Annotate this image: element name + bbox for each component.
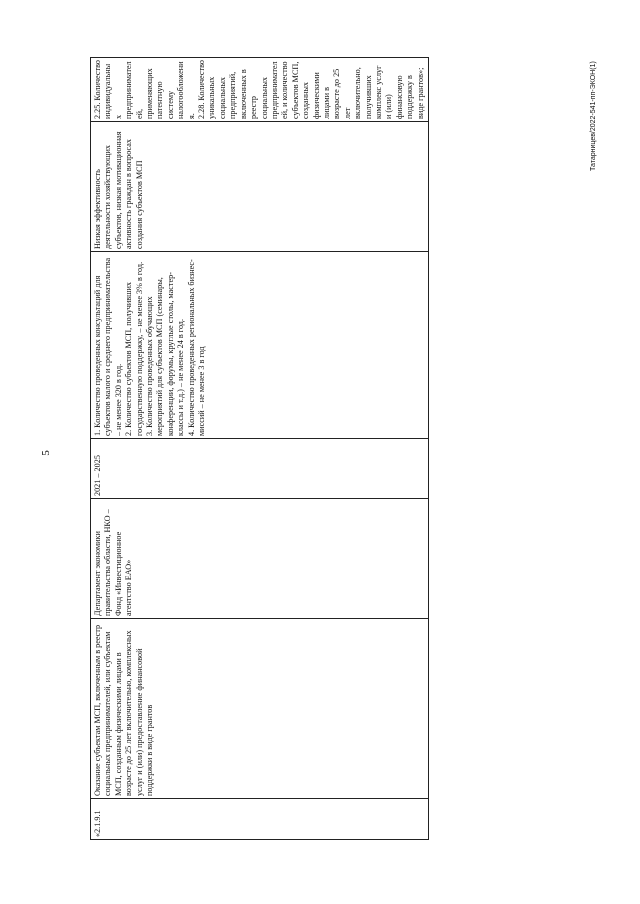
table-row [91,58,429,840]
measure-name: Оказание субъектам МСП, включенным в реестр социальных предпринимателей, или субъектам МСП, созданным физическими лицами в возрасте до 25 лет включительно, комплексных услуг и (или) предоставление финансовой поддержки в виде грантов [93,624,155,796]
program-table-container [90,58,425,840]
executor: Департамент экономики правительства области, НКО – Фонд «Инвестиционное агентство ЕАО» [93,509,134,616]
indicators: 2.25. Количество индивидуальных предпринимателей, применяющих патентную систему налогообложения. 2.28. Количество уникальных социальных предприятий, включенных в реестр социальных предпринимателей, и количество субъектов МСП, созданных физическими лицами в возрасте до 25 лет включительно, получивших комплекс услуг и (или) финансовую поддержку в виде грантов»; [93,60,425,119]
problems: Низкая эффективность деятельности хозяйствующих субъектов, низкая мотивационная активность граждан в вопросах создания субъектов МСП [93,131,144,249]
measure-name-cell [91,619,429,799]
problems-cell [91,122,429,252]
indicators-cell [91,58,429,122]
document-id-text: Татарницев/2022-541-пп-ЭКОН(1) [590,61,597,171]
measure-code-cell [91,799,429,840]
measure-code: «2.1.9.1 [93,810,102,837]
page-number: 5 [39,450,52,456]
executor-cell [91,499,429,619]
period: 2021 – 2025 [93,455,102,496]
expected-results: 1. Количество проведенных консультаций для субъектов малого и среднего предпринимательства – не менее 320 в год. 2. Количество субъектов МСП, получивших государственную поддержку, – не менее 3% в год. 3. Количество проведенных обучающих мероприятий для субъектов МСП (семинары, конференции, форумы, круглые столы, мастер-классы и т.д.) – не менее 24 в год. 4. Количество проведенных региональных бизнес-миссий – не менее 3 в год [93,257,207,436]
program-measures-table [90,57,429,840]
period-cell [91,439,429,499]
expected-results-cell [91,252,429,439]
